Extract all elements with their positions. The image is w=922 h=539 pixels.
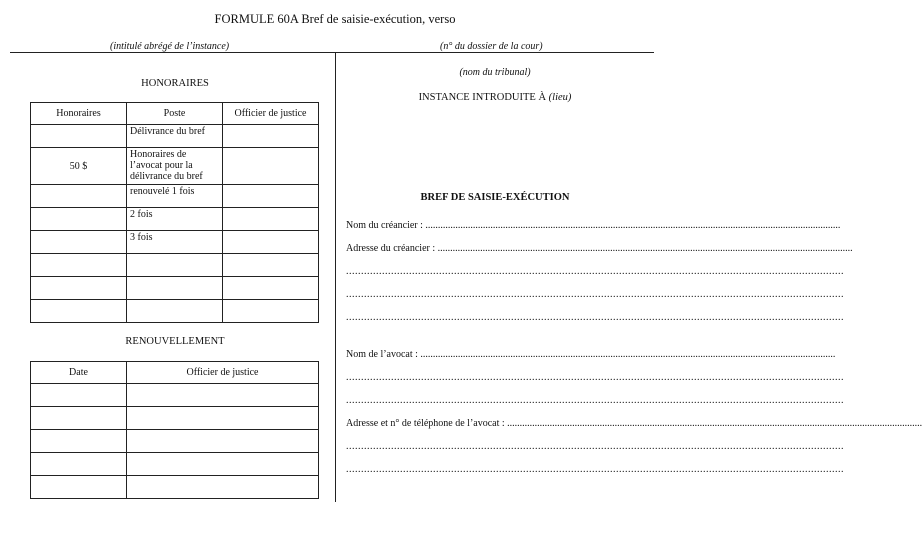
table-row [31,208,319,231]
renewal-officer-cell [127,384,319,407]
lawyer-address-dots: ...................................................................................................................................................................... [507,418,922,429]
table-row [31,407,319,430]
dotted-line: ...................................................................................................................................................................... [346,395,844,406]
renewal-col-header: Officier de justice [127,362,319,384]
fees-col-header: Honoraires [31,103,127,125]
table-row [31,300,319,323]
creditor-name-label: Nom du créancier : [346,220,423,231]
renewal-date-cell [31,384,127,407]
fees-table [30,102,319,323]
creditor-name-dots: ...................................................................................................................................................................... [425,220,841,231]
header-rule [10,52,654,53]
fee-item-cell [127,254,223,277]
renewal-officer-cell [127,453,319,476]
fee-officer-cell [223,185,319,208]
table-row [31,125,319,148]
fee-officer-cell [223,148,319,185]
creditor-name-line [346,220,841,231]
renewal-table [30,361,319,499]
writ-title: BREF DE SAISIE-EXÉCUTION [420,192,570,203]
renewal-officer-cell [127,476,319,499]
form-title: FORMULE 60A Bref de saisie-exécution, verso [214,12,456,26]
fee-item-cell [127,277,223,300]
renewal-officer-cell [127,407,319,430]
table-row [31,277,319,300]
proceeding-prefix: INSTANCE INTRODUITE À [418,92,549,103]
court-name-caption: (nom du tribunal) [459,67,531,78]
renewal-officer-cell [127,430,319,453]
renewal-col-header: Date [31,362,127,384]
renewal-date-cell [31,407,127,430]
fee-item-cell: 3 fois [127,231,223,254]
fee-amount-cell [31,185,127,208]
table-row [31,231,319,254]
fee-officer-cell [223,231,319,254]
fee-officer-cell [223,300,319,323]
renewal-date-cell [31,430,127,453]
dotted-line: ...................................................................................................................................................................... [346,464,844,475]
fee-officer-cell [223,208,319,231]
table-row [31,453,319,476]
fee-amount-cell [31,231,127,254]
fees-col-header: Poste [127,103,223,125]
court-file-number-caption: (n° du dossier de la cour) [440,41,543,52]
dotted-line: ...................................................................................................................................................................... [346,266,844,277]
table-row [31,384,319,407]
renewal-date-cell [31,476,127,499]
table-row [31,430,319,453]
table-row [31,254,319,277]
creditor-address-line [346,243,853,254]
fee-officer-cell [223,254,319,277]
fee-amount-cell [31,254,127,277]
lawyer-address-label: Adresse et n° de téléphone de l’avocat : [346,418,505,429]
proceeding-place: (lieu) [548,92,572,103]
lawyer-name-line [346,349,836,360]
lawyer-address-line [346,418,922,429]
short-title-caption: (intitulé abrégé de l’instance) [110,41,230,52]
renewal-table-header [31,362,319,384]
creditor-address-label: Adresse du créancier : [346,243,436,254]
column-divider [335,52,336,502]
fee-item-cell: 2 fois [127,208,223,231]
fee-item-cell: renouvelé 1 fois [127,185,223,208]
renewal-date-cell [31,453,127,476]
fees-heading: HONORAIRES [141,78,209,89]
fees-col-header: Officier de justice [223,103,319,125]
proceeding-commenced-line [336,92,654,103]
table-row [31,476,319,499]
fee-item-cell: Honoraires de l’avocat pour la délivrance du bref [127,148,223,185]
table-row [31,185,319,208]
fee-officer-cell [223,277,319,300]
lawyer-name-label: Nom de l’avocat : [346,349,418,360]
table-row [31,148,319,185]
dotted-line: ...................................................................................................................................................................... [346,372,844,383]
fee-item-cell: Délivrance du bref [127,125,223,148]
lawyer-name-dots: ...................................................................................................................................................................... [420,349,836,360]
fee-amount-cell: 50 $ [31,148,127,185]
dotted-line: ...................................................................................................................................................................... [346,312,844,323]
fee-item-cell [127,300,223,323]
fee-amount-cell [31,300,127,323]
fee-amount-cell [31,125,127,148]
dotted-line: ...................................................................................................................................................................... [346,441,844,452]
renewal-heading: RENOUVELLEMENT [125,336,225,347]
dotted-line: ...................................................................................................................................................................... [346,289,844,300]
fee-amount-cell [31,277,127,300]
fee-amount-cell [31,208,127,231]
fees-table-header [31,103,319,125]
creditor-address-dots: ...................................................................................................................................................................... [437,243,853,254]
fee-officer-cell [223,125,319,148]
